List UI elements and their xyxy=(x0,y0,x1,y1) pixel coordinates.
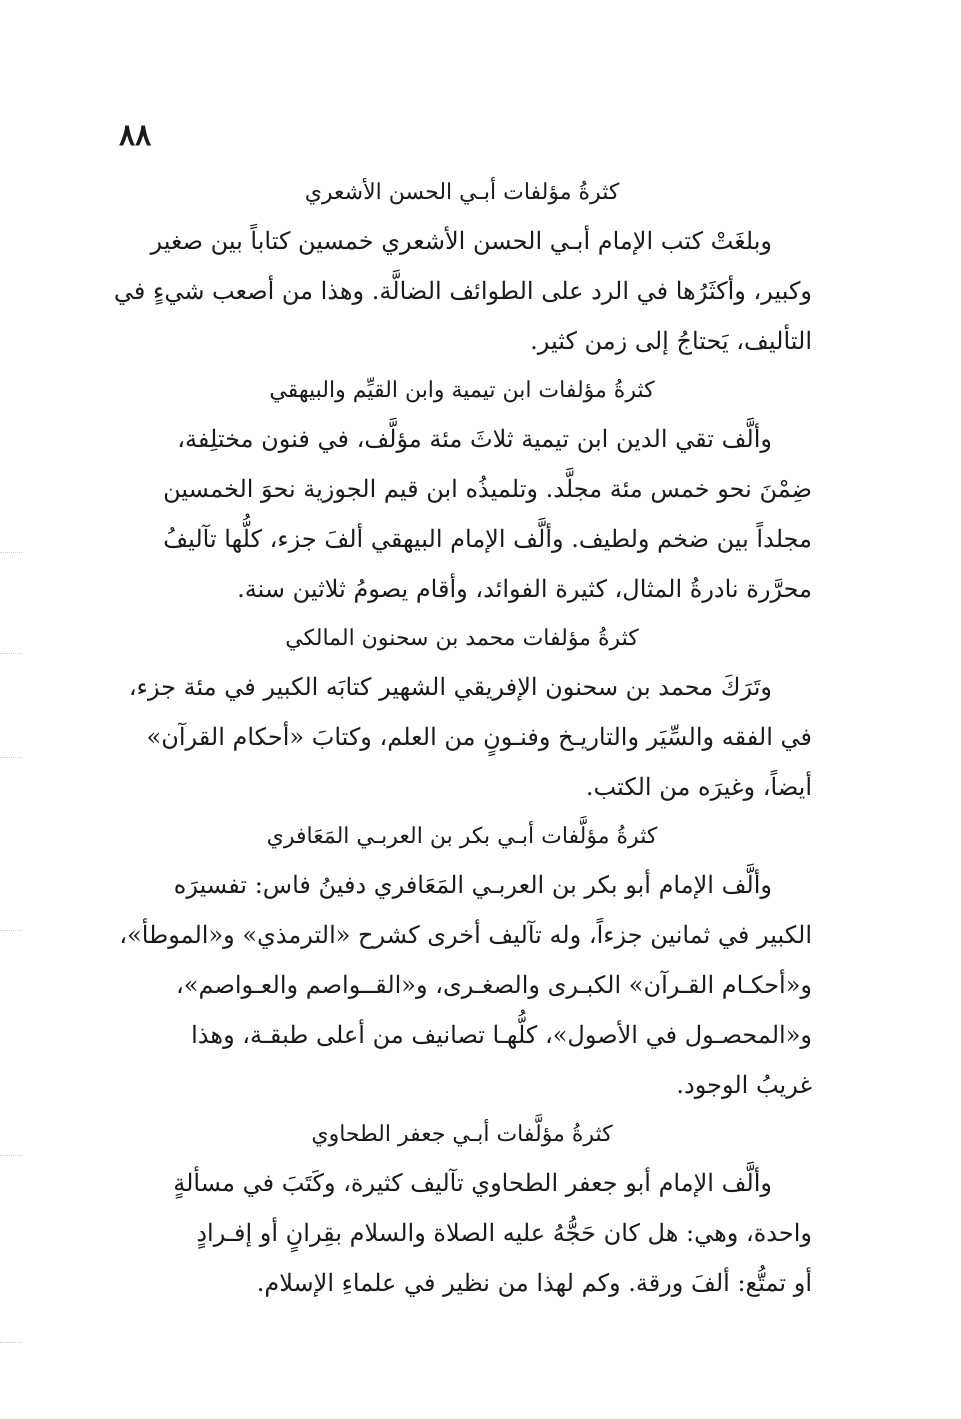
paragraph-line: وبلغَتْ كتب الإمام أبـي الحسن الأشعري خمسين كتاباً بين صغير xyxy=(150,227,772,255)
section-tahawi xyxy=(112,1118,812,1308)
scan-edge-mark xyxy=(0,653,22,655)
scan-edge-mark xyxy=(0,1155,22,1157)
section-heading: كثرةُ مؤلفات أبـي الحسن الأشعري xyxy=(304,180,620,205)
paragraph-line: وألَّف الإمام أبو بكر بن العربـي المَعَافري دفينُ فاس: تفسيرَه xyxy=(173,871,772,899)
paragraph-line: أيضاً، وغيرَه من الكتب. xyxy=(585,773,812,801)
paragraph-line: وكبير، وأكثَرُها في الرد على الطوائف الضالَّة. وهذا من أصعب شيءٍ في xyxy=(113,277,812,305)
paragraph-line: ضِمْنَ نحو خمس مئة مجلَّد. وتلميذُه ابن قيم الجوزية نحوَ الخمسين xyxy=(163,475,812,503)
paragraph-line: الكبير في ثمانين جزءاً، وله تآليف أخرى كشرح «الترمذي» و«الموطأ»، xyxy=(119,921,812,949)
page-body xyxy=(112,168,812,1310)
paragraph-line: وتَرَكَ محمد بن سحنون الإفريقي الشهير كتابَه الكبير في مئة جزء، xyxy=(128,673,772,701)
paragraph-line: في الفقه والسِّيَر والتاريـخ وفنـونٍ من العلم، وكتابَ «أحكام القرآن» xyxy=(146,723,812,751)
paragraph-line: و«المحصـول في الأصول»، كلُّهـا تصانيف من أعلى طبقـة، وهذا xyxy=(191,1021,812,1049)
paragraph-line: واحدة، وهي: هل كان حَجُّهُ عليه الصلاة والسلام بقِرانٍ أو إفـرادٍ xyxy=(196,1219,812,1247)
section-ibn-al-arabi xyxy=(112,820,812,1110)
paragraph-line: وألَّف الإمام أبو جعفر الطحاوي تآليف كثيرة، وكَتَبَ في مسألةٍ xyxy=(173,1169,772,1197)
paragraph-line: وألَّف تقي الدين ابن تيمية ثلاثَ مئة مؤلَّف، في فنون مختلِفة، xyxy=(177,425,772,453)
section-ashari xyxy=(112,176,812,366)
paragraph-line: محرَّرة نادرةُ المثال، كثيرة الفوائد، وأقام يصومُ ثلاثين سنة. xyxy=(237,575,812,603)
section-heading: كثرةُ مؤلَّفات أبـي بكر بن العربـي المَعَافري xyxy=(266,824,658,849)
paragraph-line: أو تمتُّع: ألفَ ورقة. وكم لهذا من نظير في علماءِ الإسلام. xyxy=(256,1269,812,1297)
section-heading: كثرةُ مؤلفات ابن تيمية وابن القيِّم والبيهقي xyxy=(269,378,655,403)
section-sahnun xyxy=(112,622,812,812)
scan-edge-mark xyxy=(0,757,22,759)
section-heading: كثرةُ مؤلفات محمد بن سحنون المالكي xyxy=(285,626,639,651)
paragraph-line: التأليف، يَحتاجُ إلى زمن كثير. xyxy=(530,327,812,355)
scan-edge-mark xyxy=(0,1342,22,1344)
paragraph-line: غريبُ الوجود. xyxy=(676,1071,812,1099)
scan-edge-mark xyxy=(0,552,22,554)
paragraph-line: و«أحكـام القـرآن» الكبـرى والصغـرى، و«القــواصم والعـواصم»، xyxy=(176,971,812,999)
scan-edge-mark xyxy=(0,930,22,932)
page-number: ٨٨ xyxy=(119,118,152,153)
section-heading: كثرةُ مؤلَّفات أبـي جعفر الطحاوي xyxy=(311,1122,613,1147)
paragraph-line: مجلداً بين ضخم ولطيف. وألَّف الإمام البيهقي ألفَ جزء، كلُّها تآليفُ xyxy=(163,525,812,553)
section-ibn-taymiyya xyxy=(112,374,812,614)
